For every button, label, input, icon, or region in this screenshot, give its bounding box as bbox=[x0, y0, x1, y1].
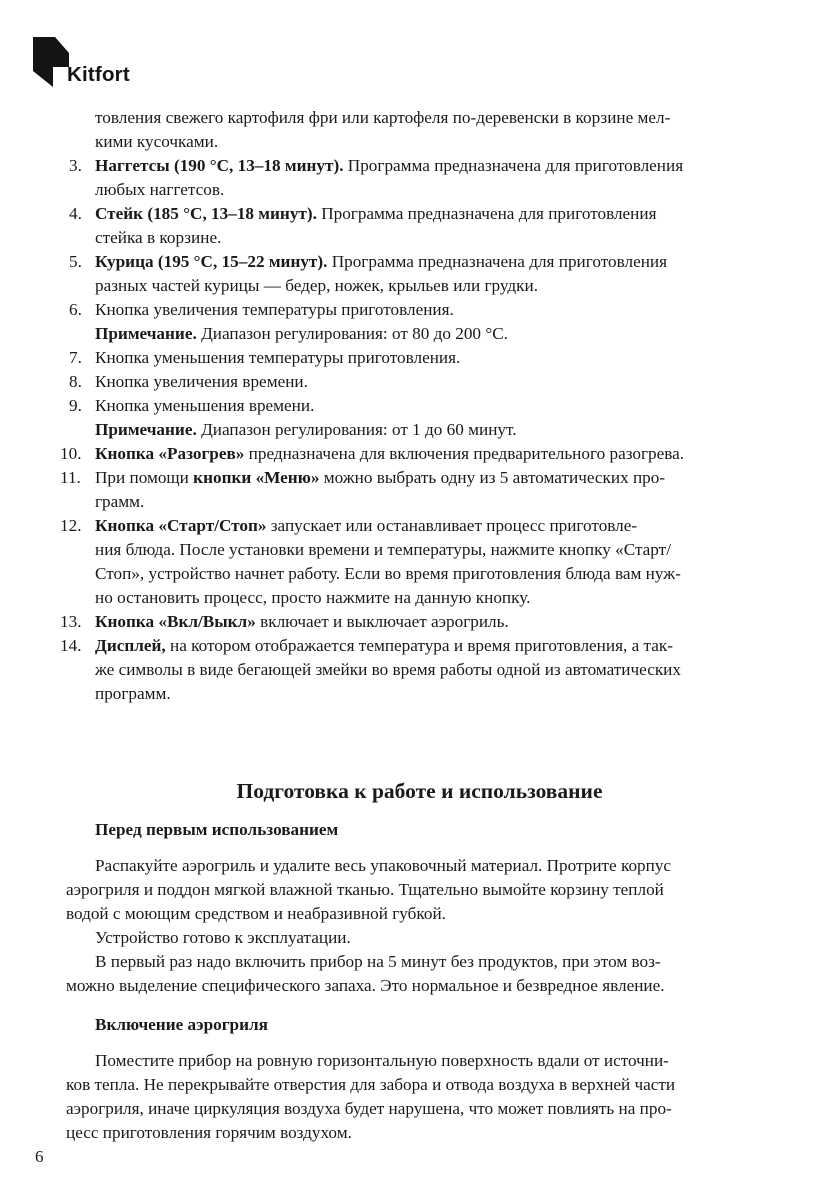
list-item-line: программ. bbox=[95, 684, 171, 703]
section-title: Подготовка к работе и использование bbox=[236, 779, 603, 803]
list-number: 11. bbox=[60, 468, 81, 487]
list-number: 6. bbox=[69, 300, 82, 319]
subsection-title: Включение аэрогриля bbox=[95, 1015, 268, 1034]
list-item-line: но остановить процесс, просто нажмите на данную кнопку. bbox=[95, 588, 531, 607]
list-item-line: любых наггетсов. bbox=[95, 180, 225, 199]
list-number: 14. bbox=[60, 636, 82, 655]
paragraph-line: аэрогриля, иначе циркуляция воздуха будет нарушена, что может повлиять на про- bbox=[66, 1099, 672, 1118]
list-item bbox=[95, 250, 667, 274]
list-item bbox=[95, 466, 665, 490]
list-item-title: Кнопка «Старт/Стоп» bbox=[95, 516, 267, 535]
paragraph-line: аэрогриля и поддон мягкой влажной тканью. Тщательно вымойте корзину теплой bbox=[66, 880, 664, 899]
list-item-text: предназначена для включения предварительного разогрева. bbox=[244, 444, 685, 463]
list-item-line: стейка в корзине. bbox=[95, 228, 222, 247]
list-item-text: на котором отображается температура и время приготовления, а так- bbox=[165, 636, 673, 655]
list-number: 7. bbox=[69, 348, 82, 367]
list-item-title: Курица (195 °C, 15–22 минут). bbox=[95, 252, 328, 271]
brand-logo bbox=[31, 35, 151, 90]
list-number: 5. bbox=[69, 252, 82, 271]
list-item-line: Стоп», устройство начнет работу. Если во время приготовления блюда вам нуж- bbox=[95, 564, 681, 583]
list-item bbox=[95, 610, 509, 634]
list-item-text: Программа предназначена для приготовления bbox=[316, 204, 657, 223]
paragraph-line: водой с моющим средством и неабразивной губкой. bbox=[66, 904, 446, 923]
list-item bbox=[95, 442, 684, 466]
list-item-text: запускает или останавливает процесс приготовле- bbox=[266, 516, 638, 535]
list-item bbox=[95, 514, 637, 538]
list-item-text: можно выбрать одну из 5 автоматических про- bbox=[319, 468, 666, 487]
list-item-line: же символы в виде бегающей змейки во время работы одной из автоматических bbox=[95, 660, 681, 679]
list-number: 4. bbox=[69, 204, 82, 223]
list-item: Кнопка уменьшения температуры приготовления. bbox=[95, 348, 461, 367]
list-continuation-line: кими кусочками. bbox=[95, 132, 219, 151]
list-item-title: Кнопка «Вкл/Выкл» bbox=[95, 612, 256, 631]
list-number: 9. bbox=[69, 396, 82, 415]
list-item-title: кнопки «Меню» bbox=[193, 468, 320, 487]
list-number: 10. bbox=[60, 444, 82, 463]
note bbox=[95, 418, 517, 442]
list-item bbox=[95, 154, 683, 178]
list-item-text: При помощи bbox=[95, 468, 194, 487]
note-label: Примечание. bbox=[95, 324, 197, 343]
note-text: Диапазон регулирования: от 80 до 200 °C. bbox=[196, 324, 508, 343]
kitfort-logo-icon bbox=[31, 35, 71, 87]
list-item-text: Программа предназначена для приготовления bbox=[343, 156, 684, 175]
list-number: 3. bbox=[69, 156, 82, 175]
subsection-title: Перед первым использованием bbox=[95, 820, 339, 839]
paragraph-line: Распакуйте аэрогриль и удалите весь упаковочный материал. Протрите корпус bbox=[95, 856, 672, 875]
list-item-line: разных частей курицы — бедер, ножек, крыльев или грудки. bbox=[95, 276, 539, 295]
paragraph-line: Поместите прибор на ровную горизонтальную поверхность вдали от источни- bbox=[95, 1051, 669, 1070]
list-item-line: ния блюда. После установки времени и температуры, нажмите кнопку «Старт/ bbox=[95, 540, 671, 559]
list-continuation-line: товления свежего картофиля фри или картофеля по-деревенски в корзине мел- bbox=[95, 108, 671, 127]
paragraph-line: В первый раз надо включить прибор на 5 минут без продуктов, при этом воз- bbox=[95, 952, 661, 971]
list-item-text: Программа предназначена для приготовления bbox=[327, 252, 668, 271]
list-item: Кнопка увеличения времени. bbox=[95, 372, 308, 391]
list-number: 12. bbox=[60, 516, 82, 535]
list-item-title: Кнопка «Разогрев» bbox=[95, 444, 245, 463]
list-number: 8. bbox=[69, 372, 82, 391]
list-item-title: Дисплей, bbox=[95, 636, 166, 655]
list-item-line: грамм. bbox=[95, 492, 145, 511]
paragraph-line: цесс приготовления горячим воздухом. bbox=[66, 1123, 352, 1142]
list-item bbox=[95, 634, 673, 658]
page-number: 6 bbox=[35, 1147, 44, 1166]
paragraph-line: ков тепла. Не перекрывайте отверстия для забора и отвода воздуха в верхней части bbox=[66, 1075, 676, 1094]
brand-wordmark: Kitfort bbox=[67, 63, 130, 86]
list-number: 13. bbox=[60, 612, 82, 631]
note bbox=[95, 322, 508, 346]
list-item: Кнопка уменьшения времени. bbox=[95, 396, 315, 415]
list-item-title: Наггетсы (190 °C, 13–18 минут). bbox=[95, 156, 344, 175]
paragraph-line: Устройство готово к эксплуатации. bbox=[95, 928, 351, 947]
list-item-text: включает и выключает аэрогриль. bbox=[255, 612, 509, 631]
note-text: Диапазон регулирования: от 1 до 60 минут. bbox=[196, 420, 517, 439]
list-item-title: Стейк (185 °C, 13–18 минут). bbox=[95, 204, 317, 223]
paragraph-line: можно выделение специфического запаха. Это нормальное и безвредное явление. bbox=[66, 976, 665, 995]
list-item bbox=[95, 202, 657, 226]
list-item: Кнопка увеличения температуры приготовления. bbox=[95, 300, 454, 319]
note-label: Примечание. bbox=[95, 420, 197, 439]
